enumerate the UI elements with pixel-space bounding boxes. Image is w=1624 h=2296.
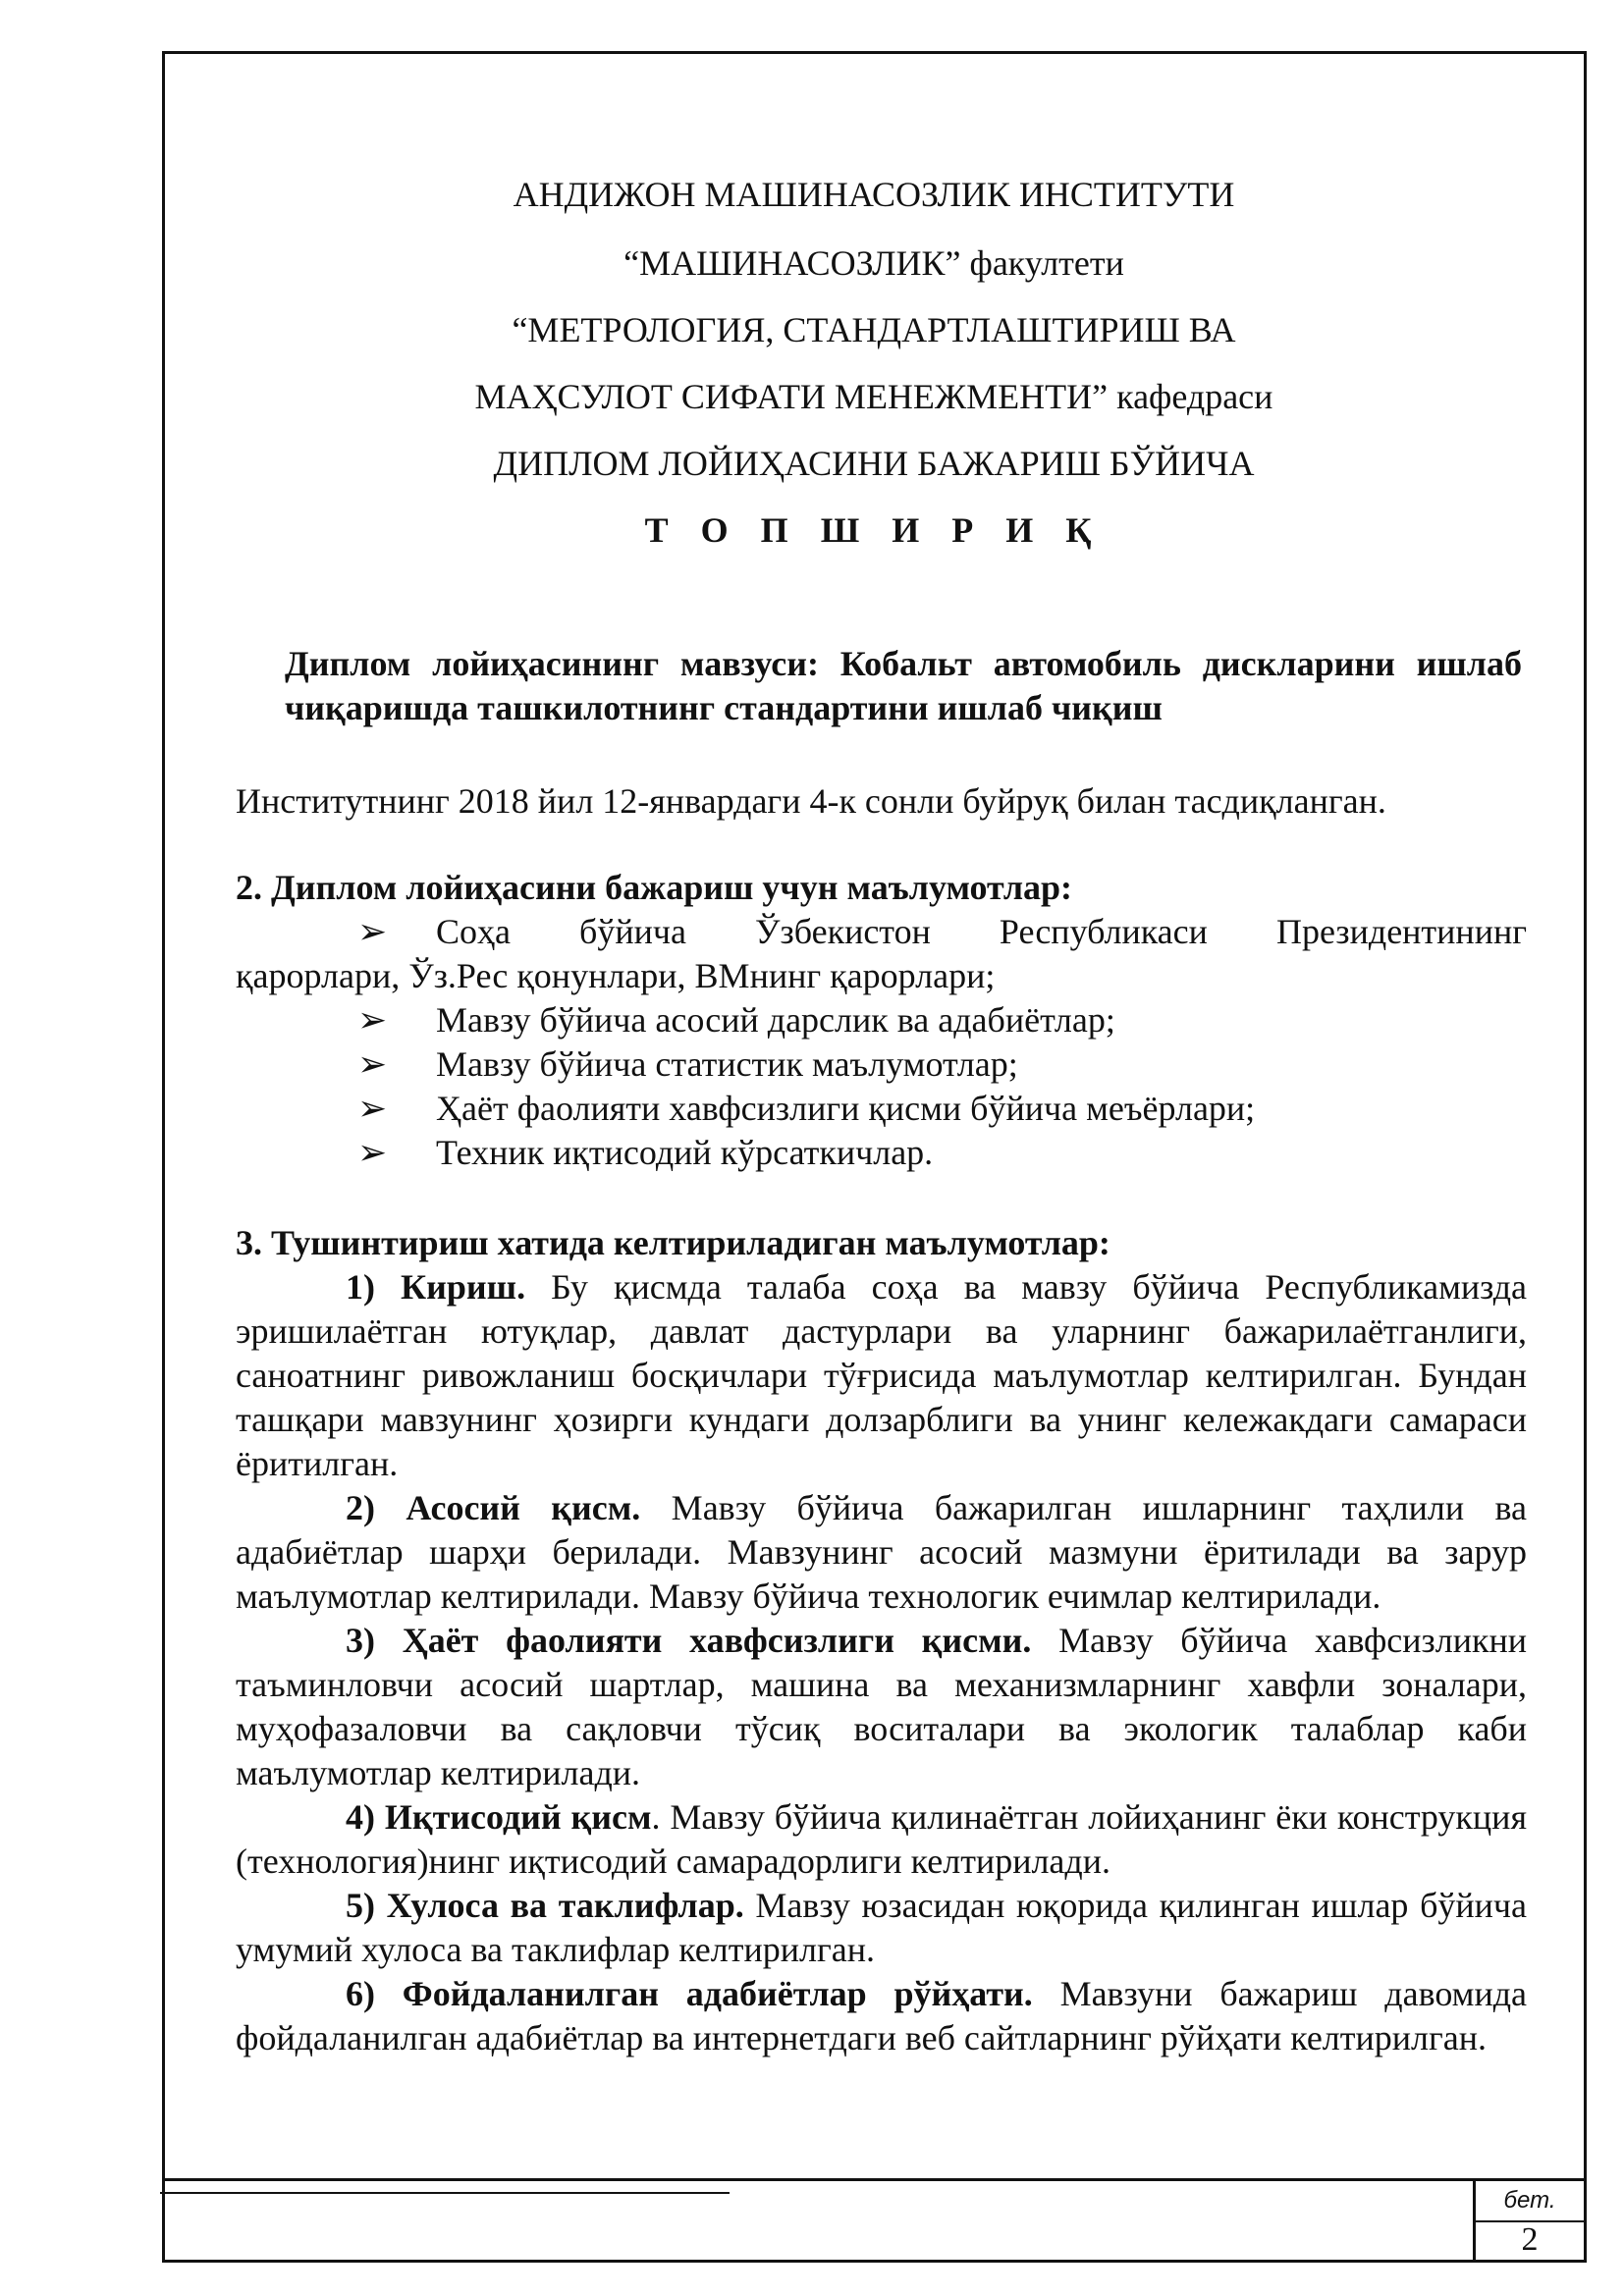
task-title: Т О П Ш И Р И Қ <box>644 510 1104 550</box>
paragraph-safety <box>236 1619 1527 1795</box>
task-line: ДИПЛОМ ЛОЙИҲАСИНИ БАЖАРИШ БЎЙИЧА <box>493 444 1255 483</box>
bullet-arrow-icon: ➢ <box>357 1089 388 1128</box>
paragraph-heading: 6) Фойдаланилган адабиётлар рўйҳати. <box>346 1974 1033 2013</box>
paragraph-text: Мавзу бўйича бажарилган ишларнинг таҳлили ва адабиётлар шарҳи берилади. Мавзунинг асосий мазмуни ёритилади ва зарур маълумотлар келтирилади. Мавзу бўйича технологик ечимлар келтирилади. <box>236 1488 1528 1616</box>
institute-name: АНДИЖОН МАШИНАСОЗЛИК ИНСТИТУТИ <box>513 175 1235 214</box>
department-line-2: МАҲСУЛОТ СИФАТИ МЕНЕЖМЕНТИ” кафедраси <box>474 377 1273 416</box>
section-2 <box>236 866 1527 1175</box>
paragraph-text: Мавзу юзасидан юқорида қилинган ишлар бўйича умумий хулоса ва таклифлар келтирилган. <box>236 1886 1527 1969</box>
list-item <box>236 1087 1527 1131</box>
stamp-inner-line <box>160 2192 730 2194</box>
paragraph-heading: 1) Кириш. <box>346 1267 526 1307</box>
paragraph-economic <box>236 1795 1527 1884</box>
bullet-arrow-icon: ➢ <box>357 1000 388 1040</box>
paragraph-heading: 2) Асосий қисм. <box>346 1488 641 1527</box>
paragraph-heading: 3) Ҳаёт фаолияти хавфсизлиги қисми. <box>346 1621 1032 1660</box>
page-number: 2 <box>1521 2221 1539 2258</box>
paragraph-text: Мавзуни бажариш давомида фойдаланилган адабиётлар ва интернетдаги веб сайтларнинг рўйҳати келтирилган. <box>236 1974 1527 2057</box>
list-item-text: Соҳа бўйича Ўзбекистон Республикаси Президентининг <box>436 912 1527 951</box>
paragraph-text: Бу қисмда талаба соҳа ва мавзу бўйича Республикамизда эришилаётган ютуқлар, давлат дастурлари ва уларнинг бажарилаётганлиги, саноатнинг ривожланиш босқичлари тўғрисида маълумотлар келтирилган. Бундан ташқари мавзунинг ҳозирги кундаги долзарблиги ва унинг кележакдаги самараси ёритилган. <box>236 1267 1527 1483</box>
stamp-border <box>162 2178 1587 2181</box>
list-item <box>236 998 1527 1042</box>
department-line-1: “МЕТРОЛОГИЯ, СТАНДАРТЛАШТИРИШ ВА <box>512 310 1236 349</box>
section-2-title: 2. Диплом лойиҳасини бажариш учун маълумотлар: <box>236 868 1073 907</box>
diploma-topic: Диплом лойиҳасининг мавзуси: Кобальт автомобиль дискларини ишлаб чиқаришда ташкилотнинг стандартини ишлаб чиқиш <box>285 644 1522 727</box>
list-item-text: Техник иқтисодий кўрсаткичлар. <box>436 1133 934 1172</box>
list-item-text: Мавзу бўйича статистик маълумотлар; <box>436 1044 1018 1084</box>
paragraph-text: Мавзу бўйича хавфсизликни таъминловчи асосий шартлар, машина ва механизмларнинг хавфли зоналари, муҳофазаловчи ва сақловчи тўсиқ воситалари ва экологик талаблар каби маълумотлар келтирилади. <box>236 1621 1528 1792</box>
paragraph-conclusion <box>236 1884 1527 1972</box>
section-3-title: 3. Тушинтириш хатида келтириладиган маълумотлар: <box>236 1223 1110 1262</box>
list-item-text: Мавзу бўйича асосий дарслик ва адабиётлар; <box>436 1000 1115 1040</box>
paragraph-text: . Мавзу бўйича қилинаётган лойиҳанинг ёки конструкция (технология)нинг иқтисодий самарадорлиги келтирилади. <box>236 1797 1527 1881</box>
section-3 <box>236 1221 1527 2060</box>
paragraph-introduction <box>236 1265 1527 1486</box>
list-item-text: Ҳаёт фаолияти хавфсизлиги қисми бўйича меъёрлари; <box>436 1089 1256 1128</box>
bullet-arrow-icon: ➢ <box>357 912 388 951</box>
paragraph-references <box>236 1972 1527 2060</box>
paragraph-main-part <box>236 1486 1527 1619</box>
bullet-arrow-icon: ➢ <box>357 1044 388 1084</box>
list-item <box>236 1042 1527 1087</box>
list-item <box>236 910 1527 954</box>
page-label: бет. <box>1503 2187 1556 2214</box>
list-item-continuation: қарорлари, Ўз.Рес қонунлари, ВМнинг қарорлари; <box>236 956 996 995</box>
bullet-arrow-icon: ➢ <box>357 1133 388 1172</box>
approval-statement: Институтнинг 2018 йил 12-январдаги 4-к сонли буйруқ билан тасдиқланган. <box>236 781 1386 821</box>
list-item <box>236 1131 1527 1175</box>
paragraph-heading: 5) Хулоса ва таклифлар. <box>346 1886 744 1925</box>
faculty-name: “МАШИНАСОЗЛИК” факултети <box>623 243 1124 283</box>
paragraph-heading: 4) Иқтисодий қисм <box>346 1797 652 1837</box>
